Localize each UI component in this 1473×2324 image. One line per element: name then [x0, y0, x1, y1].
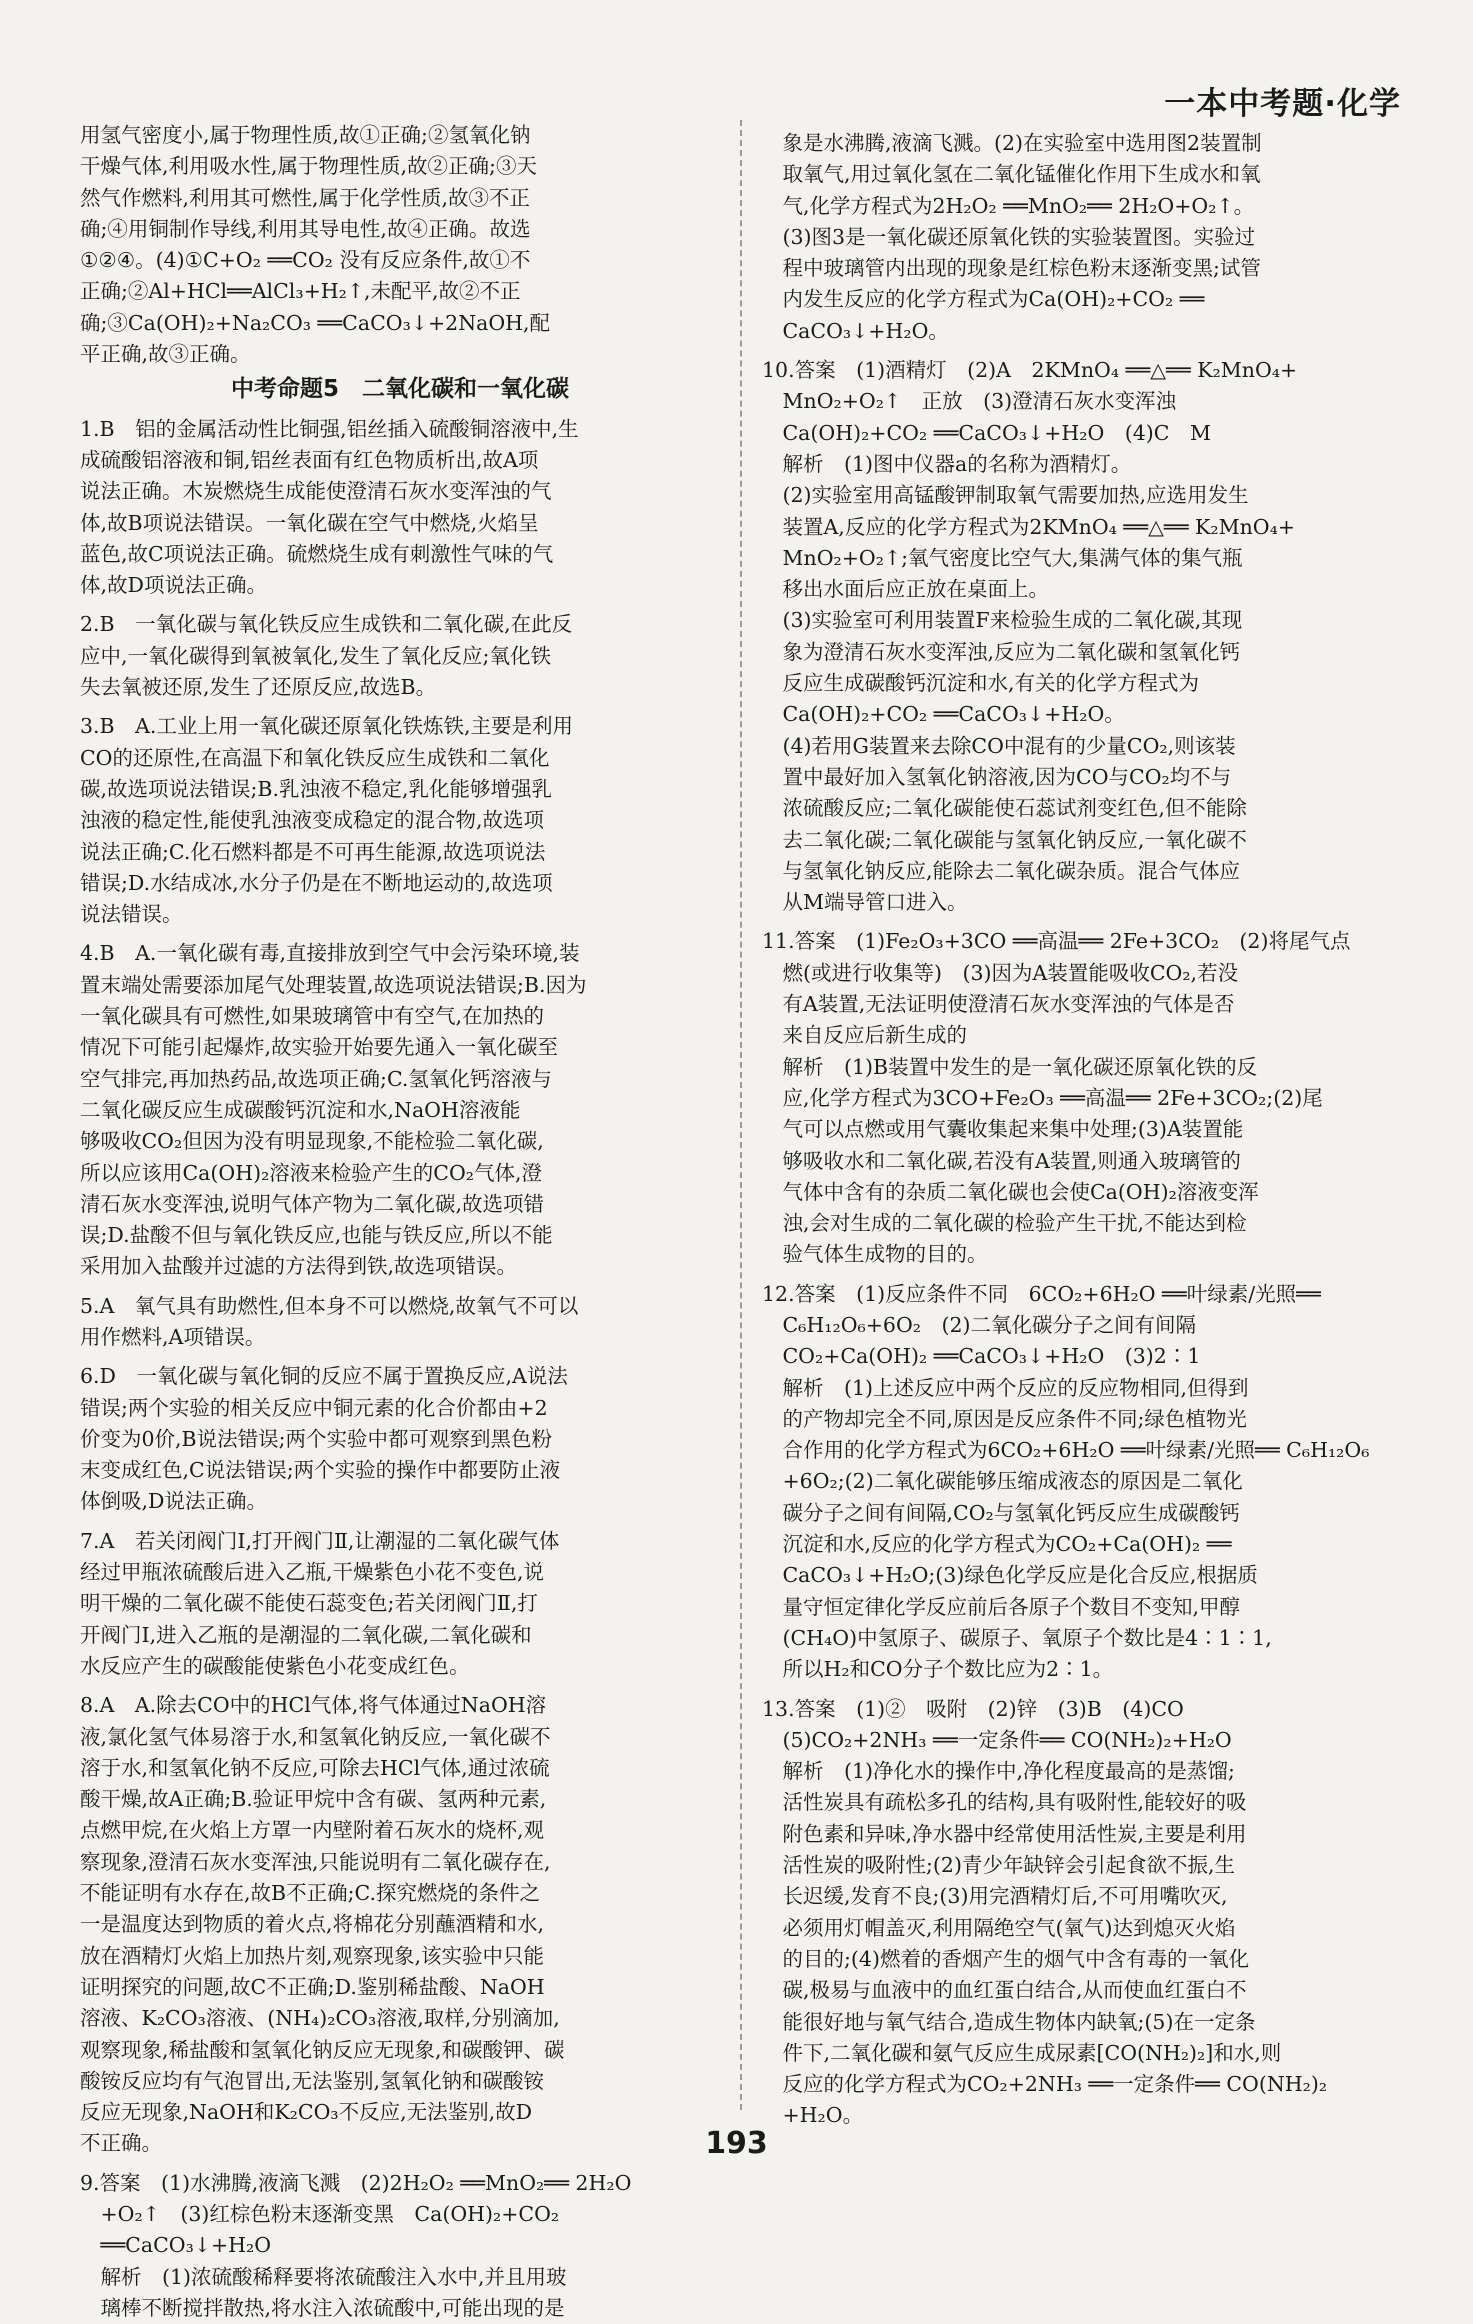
text-line: 件下,二氧化碳和氨气反应生成尿素[CO(NH₂)₂]和水,则 [762, 2040, 1282, 2065]
text-line: 气,化学方程式为2H₂O₂ ══MnO₂══ 2H₂O+O₂↑。 [762, 193, 1255, 218]
text-line: 错误;两个实验的相关反应中铜元素的化合价都由+2 [80, 1395, 548, 1420]
text-line: 解析 (1)浓硫酸稀释要将浓硫酸注入水中,并且用玻 [80, 2264, 567, 2289]
text-line: 水反应产生的碳酸能使紫色小花变成红色。 [80, 1653, 470, 1678]
text-line: 所以H₂和CO分子个数比应为2∶1。 [762, 1657, 1114, 1682]
text-line: 开阀门Ⅰ,进入乙瓶的是潮湿的二氧化碳,二氧化碳和 [80, 1622, 532, 1647]
text-line: (4)若用G装置来去除CO中混有的少量CO₂,则该装 [762, 733, 1236, 758]
answer-item [80, 1690, 720, 2159]
answer-item [80, 609, 720, 703]
text-line: 确;③Ca(OH)₂+Na₂CO₃ ══CaCO₃↓+2NaOH,配 [80, 310, 551, 335]
text-line: 采用加入盐酸并过滤的方法得到铁,故选项错误。 [80, 1254, 518, 1279]
text-line: ══CaCO₃↓+H₂O [80, 2233, 272, 2258]
text-line: 说法错误。 [80, 902, 183, 927]
text-line: 末变成红色,C说法错误;两个实验的操作中都要防止液 [80, 1458, 561, 1483]
text-line: 不能证明有水存在,故B不正确;C.探究燃烧的条件之 [80, 1881, 540, 1906]
answer-item [762, 1279, 1402, 1686]
text-line: 二氧化碳反应生成碳酸钙沉淀和水,NaOH溶液能 [80, 1097, 521, 1122]
text-line: 情况下可能引起爆炸,故实验开始要先通入一氧化碳至 [80, 1035, 559, 1060]
text-line: 长迟缓,发育不良;(3)用完酒精灯后,不可用嘴吹灭, [762, 1884, 1228, 1909]
text-line: 象为澄清石灰水变浑浊,反应为二氧化碳和氢氧化钙 [762, 639, 1241, 664]
text-line: MnO₂+O₂↑;氧气密度比空气大,集满气体的集气瓶 [762, 545, 1243, 570]
text-line: CaCO₃↓+H₂O;(3)绿色化学反应是化合反应,根据质 [762, 1563, 1258, 1588]
text-line: 液,氯化氢气体易溶于水,和氢氧化钠反应,一氧化碳不 [80, 1724, 551, 1749]
text-line: 用氢气密度小,属于物理性质,故①正确;②氢氧化钠 [80, 123, 531, 147]
answer-item [762, 355, 1402, 918]
text-line: 溶液、K₂CO₃溶液、(NH₄)₂CO₃溶液,取样,分别滴加, [80, 2006, 560, 2031]
text-line: 合作用的化学方程式为6CO₂+6H₂O ══叶绿素/光照══ C₆H₁₂O₆ [762, 1438, 1370, 1463]
text-line: 溶于水,和氢氧化钠不反应,可除去HCl气体,通过浓硫 [80, 1755, 550, 1780]
text-line: 3.B A.工业上用一氧化碳还原氧化铁炼铁,主要是利用 [80, 714, 573, 739]
text-line: 气体中含有的杂质二氧化碳也会使Ca(OH)₂溶液变浑 [762, 1179, 1259, 1204]
text-line: 7.A 若关闭阀门Ⅰ,打开阀门Ⅱ,让潮湿的二氧化碳气体 [80, 1528, 560, 1553]
answer-item [762, 926, 1402, 1270]
text-line: 装置A,反应的化学方程式为2KMnO₄ ══△══ K₂MnO₄+ [762, 514, 1295, 539]
text-line: (CH₄O)中氢原子、碳原子、氧原子个数比是4∶1∶1, [762, 1625, 1272, 1650]
text-line: 观察现象,稀盐酸和氢氧化钠反应无现象,和碳酸钾、碳 [80, 2037, 565, 2062]
answer-item [762, 1694, 1402, 2132]
text-line: 放在酒精灯火焰上加热片刻,观察现象,该实验中只能 [80, 1943, 545, 1968]
text-line: 浓硫酸反应;二氧化碳能使石蕊试剂变红色,但不能除 [762, 796, 1247, 821]
text-line: (3)实验室可利用装置F来检验生成的二氧化碳,其现 [762, 608, 1243, 633]
answer-item [80, 1291, 720, 1354]
text-line: CO的还原性,在高温下和氧化铁反应生成铁和二氧化 [80, 745, 550, 770]
text-line: 附色素和异味,净水器中经常使用活性炭,主要是利用 [762, 1821, 1247, 1846]
answer-item [80, 1526, 720, 1682]
text-line: 碳分子之间有间隔,CO₂与氢氧化钙反应生成碳酸钙 [762, 1500, 1240, 1525]
section-title: 中考命题5 二氧化碳和一氧化碳 [230, 376, 569, 403]
text-line: 失去氧被还原,发生了还原反应,故选B。 [80, 675, 437, 700]
answer-item [762, 128, 1402, 347]
text-line: 解析 (1)净化水的操作中,净化程度最高的是蒸馏; [762, 1759, 1235, 1784]
text-line: 量守恒定律化学反应前后各原子个数目不变知,甲醇 [762, 1594, 1241, 1619]
text-line: 应,化学方程式为3CO+Fe₂O₃ ══高温══ 2Fe+3CO₂;(2)尾 [762, 1085, 1323, 1110]
text-line: 置中最好加入氢氧化钠溶液,因为CO与CO₂均不与 [762, 764, 1232, 789]
text-line: (5)CO₂+2NH₃ ══一定条件══ CO(NH₂)₂+H₂O [762, 1727, 1232, 1752]
text-line: 用作燃料,A项错误。 [80, 1324, 266, 1349]
text-line: 沉淀和水,反应的化学方程式为CO₂+Ca(OH)₂ ══ [762, 1532, 1232, 1557]
text-line: 不正确。 [80, 2131, 162, 2156]
text-line: 燃(或进行收集等) (3)因为A装置能吸收CO₂,若没 [762, 960, 1239, 985]
text-line: 说法正确。木炭燃烧生成能使澄清石灰水变浑浊的气 [80, 479, 552, 504]
text-line: 活性炭的吸附性;(2)青少年缺锌会引起食欲不振,生 [762, 1853, 1235, 1878]
text-line: 价变为0价,B说法错误;两个实验中都可观察到黑色粉 [80, 1426, 553, 1451]
text-line: 空气排完,再加热药品,故选项正确;C.氢氧化钙溶液与 [80, 1066, 552, 1091]
text-line: 体倒吸,D说法正确。 [80, 1489, 267, 1514]
text-line: 明干燥的二氧化碳不能使石蕊变色;若关闭阀门Ⅱ,打 [80, 1591, 538, 1616]
text-line: CaCO₃↓+H₂O。 [762, 318, 949, 343]
text-line: 经过甲瓶浓硫酸后进入乙瓶,干燥紫色小花不变色,说 [80, 1560, 545, 1585]
text-line: 解析 (1)图中仪器a的名称为酒精灯。 [762, 451, 1132, 476]
text-line: 一氧化碳具有可燃性,如果玻璃管中有空气,在加热的 [80, 1004, 545, 1029]
text-line: 蓝色,故C项说法正确。硫燃烧生成有刺激性气味的气 [80, 541, 554, 566]
text-line: 必须用灯帽盖灭,利用隔绝空气(氧气)达到熄灭火焰 [762, 1915, 1236, 1940]
answer-item [80, 414, 720, 602]
text-line: 象是水沸腾,液滴飞溅。(2)在实验室中选用图2装置制 [762, 131, 1262, 155]
text-line: 2.B 一氧化碳与氧化铁反应生成铁和二氧化碳,在此反 [80, 612, 573, 637]
text-line: 6.D 一氧化碳与氧化铜的反应不属于置换反应,A说法 [80, 1364, 568, 1389]
answer-item [80, 2168, 720, 2324]
text-line: +H₂O。 [762, 2103, 864, 2128]
text-line: 来自反应后新生成的 [762, 1023, 967, 1048]
text-line: 去二氧化碳;二氧化碳能与氢氧化钠反应,一氧化碳不 [762, 827, 1247, 852]
text-line: (3)图3是一氧化碳还原氧化铁的实验装置图。实验过 [762, 224, 1256, 249]
text-line: 内发生反应的化学方程式为Ca(OH)₂+CO₂ ══ [762, 287, 1205, 312]
text-line: 够吸收CO₂但因为没有明显现象,不能检验二氧化碳, [80, 1129, 544, 1154]
text-line: 4.B A.一氧化碳有毒,直接排放到空气中会污染环境,装 [80, 941, 580, 966]
left-intro [80, 120, 720, 370]
text-line: 够吸收水和二氧化碳,若没有A装置,则通入玻璃管的 [762, 1148, 1241, 1173]
left-items [80, 414, 720, 2324]
text-line: 应中,一氧化碳得到氧被氧化,发生了氧化反应;氧化铁 [80, 643, 551, 668]
text-line: 反应的化学方程式为CO₂+2NH₃ ══一定条件══ CO(NH₂)₂ [762, 2072, 1328, 2097]
text-line: C₆H₁₂O₆+6O₂ (2)二氧化碳分子之间有间隔 [762, 1312, 1197, 1337]
text-line: 气可以点燃或用气囊收集起来集中处理;(3)A装置能 [762, 1117, 1244, 1142]
text-line: 证明探究的问题,故C不正确;D.鉴别稀盐酸、NaOH [80, 1974, 545, 1999]
text-line: 察现象,澄清石灰水变浑浊,只能说明有二氧化碳存在, [80, 1849, 551, 1874]
text-line: 璃棒不断搅拌散热,将水注入浓硫酸中,可能出现的是 [80, 2295, 565, 2320]
text-line: 所以应该用Ca(OH)₂溶液来检验产生的CO₂气体,澄 [80, 1160, 543, 1185]
text-line: 平正确,故③正确。 [80, 342, 251, 367]
text-line: 程中玻璃管内出现的现象是红棕色粉末逐渐变黑;试管 [762, 256, 1261, 281]
text-line: 10.答案 (1)酒精灯 (2)A 2KMnO₄ ══△══ K₂MnO₄+ [762, 358, 1298, 383]
text-line: +O₂↑ (3)红棕色粉末逐渐变黑 Ca(OH)₂+CO₂ [80, 2202, 560, 2226]
text-line: 能很好地与氧气结合,造成生物体内缺氧;(5)在一定条 [762, 2009, 1256, 2034]
text-line: Ca(OH)₂+CO₂ ══CaCO₃↓+H₂O (4)C M [762, 420, 1211, 445]
text-line: 酸铵反应均有气泡冒出,无法鉴别,氢氧化钠和碳酸铵 [80, 2068, 545, 2093]
text-line: 的目的;(4)燃着的香烟产生的烟气中含有毒的一氧化 [762, 1946, 1249, 1971]
text-line: 酸干燥,故A正确;B.验证甲烷中含有碳、氢两种元素, [80, 1787, 547, 1812]
text-line: Ca(OH)₂+CO₂ ══CaCO₃↓+H₂O。 [762, 702, 1125, 727]
text-line: 8.A A.除去CO中的HCl气体,将气体通过NaOH溶 [80, 1693, 547, 1718]
text-line: 12.答案 (1)反应条件不同 6CO₂+6H₂O ══叶绿素/光照══ [762, 1281, 1321, 1306]
text-line: 9.答案 (1)水沸腾,液滴飞溅 (2)2H₂O₂ ══MnO₂══ 2H₂O [80, 2170, 632, 2195]
text-line: 从M端导管口进入。 [762, 890, 968, 915]
text-line: ①②④。(4)①C+O₂ ══CO₂ 没有反应条件,故①不 [80, 248, 531, 273]
answer-item [80, 1361, 720, 1517]
text-line: 与氢氧化钠反应,能除去二氧化碳杂质。混合气体应 [762, 858, 1241, 883]
left-column [80, 120, 720, 2324]
text-line: 取氧气,用过氧化氢在二氧化锰催化作用下生成水和氧 [762, 162, 1261, 187]
text-line: 然气作燃料,利用其可燃性,属于化学性质,故③不正 [80, 185, 531, 210]
text-line: 1.B 铝的金属活动性比铜强,铝丝插入硫酸铜溶液中,生 [80, 416, 579, 441]
text-line: 正确;②Al+HCl══AlCl₃+H₂↑,未配平,故②不正 [80, 279, 521, 304]
text-line: 体,故D项说法正确。 [80, 573, 267, 598]
text-line: 验气体生成物的目的。 [762, 1242, 988, 1267]
text-line: 确;④用铜制作导线,利用其导电性,故④正确。故选 [80, 216, 531, 241]
text-line: 浊液的稳定性,能使乳浊液变成稳定的混合物,故选项 [80, 808, 545, 833]
text-line: 一是温度达到物质的着火点,将棉花分别蘸酒精和水, [80, 1912, 545, 1937]
right-column [762, 120, 1402, 2132]
answer-item [80, 711, 720, 930]
text-line: 误;D.盐酸不但与氧化铁反应,也能与铁反应,所以不能 [80, 1223, 553, 1248]
text-line: MnO₂+O₂↑ 正放 (3)澄清石灰水变浑浊 [762, 389, 1177, 414]
text-line: 有A装置,无法证明使澄清石灰水变浑浊的气体是否 [762, 992, 1235, 1017]
text-line: 5.A 氧气具有助燃性,但本身不可以燃烧,故氧气不可以 [80, 1293, 579, 1318]
text-line: 11.答案 (1)Fe₂O₃+3CO ══高温══ 2Fe+3CO₂ (2)将尾气点 [762, 929, 1351, 954]
text-line: 解析 (1)上述反应中两个反应的反应物相同,但得到 [762, 1375, 1249, 1400]
text-line: 错误;D.水结成冰,水分子仍是在不断地运动的,故选项 [80, 870, 553, 895]
text-line: 体,故B项说法错误。一氧化碳在空气中燃烧,火焰呈 [80, 510, 539, 535]
text-line: 说法正确;C.化石燃料都是不可再生能源,故选项说法 [80, 839, 546, 864]
text-line: 碳,故选项说法错误;B.乳浊液不稳定,乳化能够增强乳 [80, 776, 553, 801]
text-line: 13.答案 (1)② 吸附 (2)锌 (3)B (4)CO [762, 1696, 1184, 1721]
text-line: 浊,会对生成的二氧化碳的检验产生干扰,不能达到检 [762, 1211, 1247, 1236]
text-line: (2)实验室用高锰酸钾制取氧气需要加热,应选用发生 [762, 483, 1249, 508]
text-line: 移出水面后应正放在桌面上。 [762, 577, 1049, 602]
text-line: 置末端处需要添加尾气处理装置,故选项说法错误;B.因为 [80, 972, 587, 997]
text-line: CO₂+Ca(OH)₂ ══CaCO₃↓+H₂O (3)2∶1 [762, 1344, 1201, 1369]
right-items [762, 128, 1402, 2132]
text-line: 解析 (1)B装置中发生的是一氧化碳还原氧化铁的反 [762, 1054, 1258, 1079]
text-line: 碳,极易与血液中的血红蛋白结合,从而使血红蛋白不 [762, 1978, 1247, 2003]
header-title: 一本中考题·化学 [1164, 86, 1401, 122]
text-line: 的产物却完全不同,原因是反应条件不同;绿色植物光 [762, 1406, 1247, 1431]
column-divider [740, 120, 742, 2110]
answer-item [80, 938, 720, 1282]
text-line: 反应生成碳酸钙沉淀和水,有关的化学方程式为 [762, 671, 1200, 696]
text-line: 活性炭具有疏松多孔的结构,具有吸附性,能较好的吸 [762, 1790, 1247, 1815]
text-line: +6O₂;(2)二氧化碳能够压缩成液态的原因是二氧化 [762, 1469, 1243, 1494]
text-line: 成硫酸铝溶液和铜,铝丝表面有红色物质析出,故A项 [80, 447, 539, 472]
text-line: 清石灰水变浑浊,说明气体产物为二氧化碳,故选项错 [80, 1191, 545, 1216]
text-line: 点燃甲烷,在火焰上方罩一内壁附着石灰水的烧杯,观 [80, 1818, 545, 1843]
text-line: 反应无现象,NaOH和K₂CO₃不反应,无法鉴别,故D [80, 2100, 533, 2125]
text-line: 干燥气体,利用吸水性,属于物理性质,故②正确;③天 [80, 154, 537, 179]
page-number: 193 [705, 2126, 768, 2161]
